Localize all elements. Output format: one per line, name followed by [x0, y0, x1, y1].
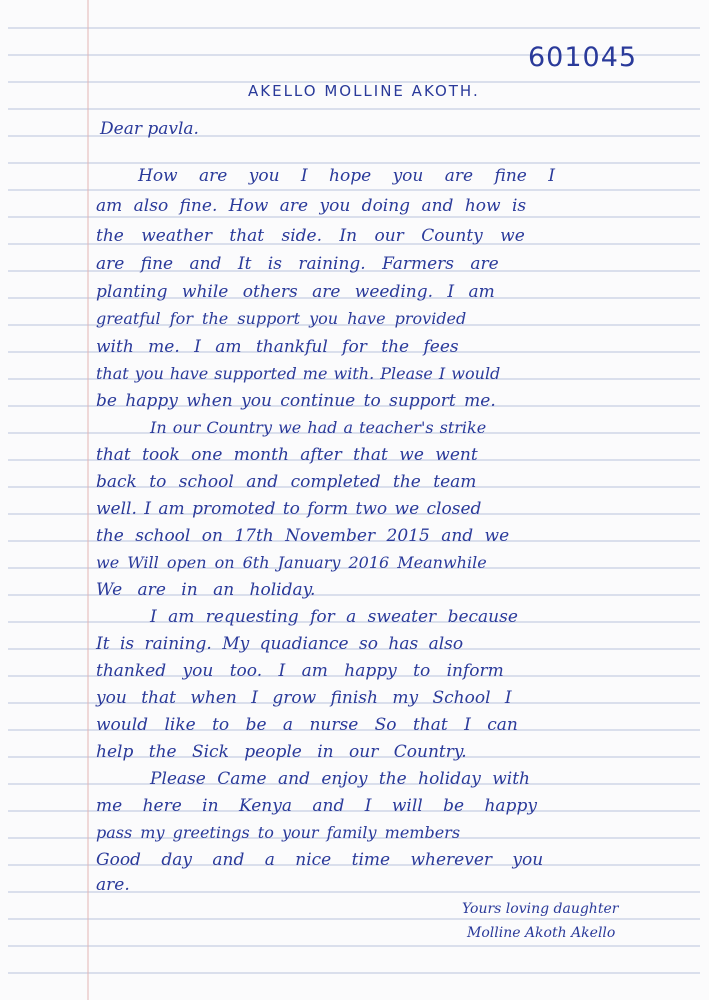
salutation: Dear pavla. — [100, 119, 199, 139]
body-line: Good day and a nice time wherever you — [96, 850, 544, 870]
body-line: the weather that side. In our County we — [96, 226, 525, 246]
body-line: help the Sick people in our Country. — [96, 742, 467, 762]
signature-name: Molline Akoth Akello — [467, 925, 616, 941]
body-line: planting while others are weeding. I am — [96, 282, 495, 302]
body-line: are. — [96, 875, 130, 895]
body-line: am also fine. How are you doing and how is — [96, 196, 527, 216]
body-line: We are in an holiday. — [96, 580, 316, 600]
body-line: back to school and completed the team — [96, 472, 477, 492]
body-line: How are you I hope you are fine I — [138, 166, 555, 186]
reference-number: 601045 — [528, 42, 638, 73]
body-line: we Will open on 6th January 2016 Meanwhile — [96, 553, 487, 572]
body-line: be happy when you continue to support me. — [96, 391, 496, 411]
body-line: pass my greetings to your family members — [96, 823, 461, 842]
body-line: the school on 17th November 2015 and we — [96, 526, 510, 546]
body-line: greatful for the support you have provided — [96, 309, 467, 328]
body-line: Please Came and enjoy the holiday with — [150, 769, 530, 789]
body-line: I am requesting for a sweater because — [150, 607, 518, 627]
closing-line: Yours loving daughter — [462, 901, 619, 917]
body-line: that took one month after that we went — [96, 445, 478, 465]
body-line: that you have supported me with. Please I would — [96, 364, 501, 383]
body-line: you that when I grow finish my School I — [96, 688, 512, 708]
body-line: thanked you too. I am happy to inform — [96, 661, 504, 681]
body-line: In our Country we had a teacher's strike — [150, 418, 487, 437]
body-line: are fine and It is raining. Farmers are — [96, 254, 499, 274]
body-line: would like to be a nurse So that I can — [96, 715, 518, 735]
body-line: with me. I am thankful for the fees — [96, 337, 459, 357]
body-line: me here in Kenya and I will be happy — [96, 796, 537, 816]
body-line: well. I am promoted to form two we closed — [96, 499, 482, 519]
name-heading: AKELLO MOLLINE AKOTH. — [248, 82, 480, 100]
body-line: It is raining. My quadiance so has also — [96, 634, 464, 654]
